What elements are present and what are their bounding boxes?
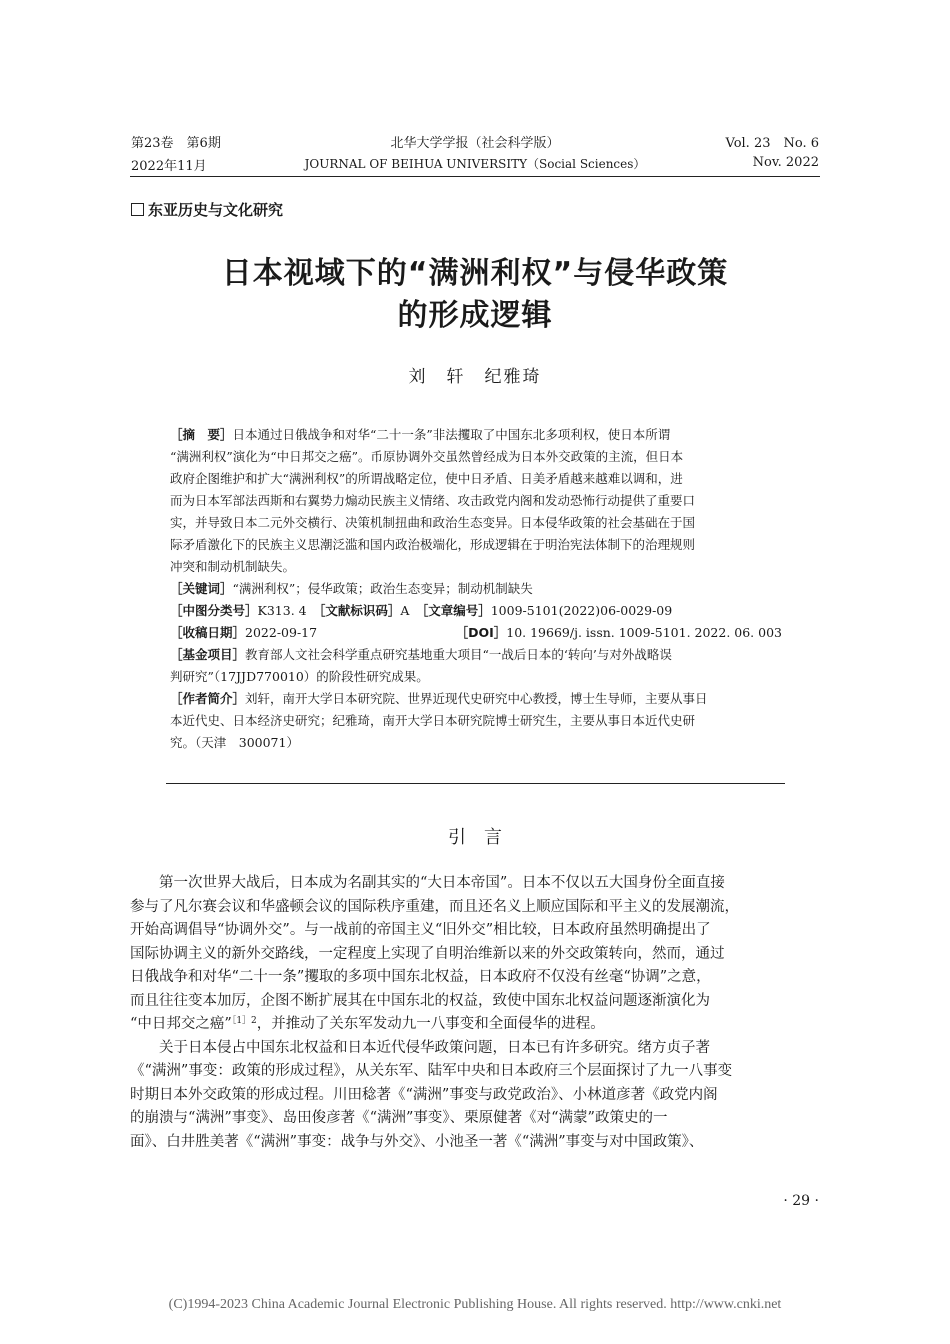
- paragraph-line: 第一次世界大战后，日本成为名副其实的“大日本帝国”。日本不仅以五大国身份全面直接: [159, 875, 725, 891]
- received-date: 2022-09-17: [245, 625, 318, 640]
- paragraph-line: 的崩溃与“满洲”事变》、岛田俊彦著《“满洲”事变》、栗原健著《对“满蒙”政策史的一: [130, 1110, 668, 1126]
- paragraph-line: 开始高调倡导“协调外交”。与一战前的帝国主义“旧外交”相比较，日本政府虽然明确提出了: [130, 922, 711, 938]
- paragraph-line: 日俄战争和对华“二十一条”攫取的多项中国东北权益，日本政府不仅没有丝毫“协调”之意，: [130, 969, 711, 985]
- fund-tag: ［基金项目］: [170, 647, 246, 662]
- paragraph-line: 关于日本侵占中国东北权益和日本近代侵华政策问题，日本已有许多研究。绪方贞子著: [159, 1039, 710, 1056]
- bio-line: ［作者简介］刘轩，南开大学日本研究院、世界近现代史研究中心教授，博士生导师，主要从事日: [170, 691, 708, 706]
- keywords-tag: ［关键词］: [170, 581, 233, 596]
- keywords-text: “满洲利权”；侵华政策；政治生态变异；制动机制缺失: [232, 581, 533, 596]
- keywords-line: [170, 578, 782, 600]
- fund-line: ［基金项目］教育部人文社会科学重点研究基地重大项目“一战后日本的‘转向’与对外战略误: [170, 647, 672, 662]
- abstract-line: 实，并导致日本二元外交横行、决策机制扭曲和政治生态变异。日本侵华政策的社会基础在于国: [170, 515, 696, 530]
- section-label-text: 东亚历史与文化研究: [148, 201, 284, 219]
- abstract-line: 冲突和制动机制缺失。: [170, 559, 296, 574]
- abstract-line: 际矛盾激化下的民族主义思潮泛滥和国内政治极端化，形成逻辑在于明治宪法体制下的治理规则: [170, 537, 696, 552]
- metadata-block: [170, 424, 782, 754]
- metadata-rule: [166, 783, 785, 784]
- header-date-en: Nov. 2022: [752, 155, 819, 170]
- abstract-line: ［摘 要］日本通过日俄战争和对华“二十一条”非法攫取了中国东北多项利权，使日本所谓: [170, 427, 671, 442]
- abstract-line: 政府企图维护和扩大“满洲利权”的所谓战略定位，使中日矛盾、日美矛盾越来越难以调和，进: [170, 471, 683, 486]
- doi: ［DOI］10. 19669/j. issn. 1009-5101. 2022. 06. 003: [455, 625, 782, 640]
- bio-line: 究。（天津 300071）: [170, 735, 299, 750]
- doi-value: 10. 19669/j. issn. 1009-5101. 2022. 06. 003: [506, 625, 782, 640]
- abstract-tag: ［摘 要］: [170, 427, 233, 442]
- citation-ref: ［1］2: [231, 1016, 257, 1026]
- header-journal-en: JOURNAL OF BEIHUA UNIVERSITY（Social Sciences）: [304, 157, 646, 171]
- square-icon: [131, 203, 144, 216]
- paragraph-line: 时期日本外交政策的形成过程。川田稔著《“满洲”事变与政党政治》、小林道彦著《政党内阁: [130, 1086, 718, 1103]
- paragraph-line: 而且往往变本加厉，企图不断扩展其在中国东北的权益，致使中国东北权益问题逐渐演化为: [130, 992, 710, 1009]
- article-title-line2: 的形成逻辑: [397, 298, 553, 333]
- header-volume-issue: 第23卷 第6期: [131, 136, 221, 151]
- abstract-line: “满洲利权”演化为“中日邦交之癌”。币原协调外交虽然曾经成为日本外交政策的主流，但日本: [170, 449, 684, 464]
- paragraph-line: 面》、白井胜美著《“满洲”事变：战争与外交》、小池圣一著《“满洲”事变与对中国政策》、: [130, 1133, 704, 1150]
- section-heading-intro: 引言: [448, 827, 520, 848]
- header-vol-no: Vol. 23 No. 6: [725, 136, 819, 151]
- header-journal-cn: 北华大学学报（社会科学版）: [390, 136, 560, 151]
- copyright-footer: (C)1994-2023 China Academic Journal Electronic Publishing House. All rights reserved. http://www.cnki.net: [168, 1297, 782, 1312]
- bio-line: 本近代史、日本经济史研究；纪雅琦，南开大学日本研究院博士研究生，主要从事日本近代史研: [170, 713, 696, 728]
- body-text: [130, 872, 826, 1154]
- authors: 刘 轩 纪雅琦: [408, 367, 542, 387]
- abstract-line: 而为日本军部法西斯和右翼势力煽动民族主义情绪、攻击政党内阁和发动恐怖行动提供了重要口: [170, 493, 696, 508]
- paragraph-line: 参与了凡尔赛会议和华盛顿会议的国际秩序重建，而且还名义上顺应国际和平主义的发展潮流，: [130, 898, 739, 915]
- article-id: 1009-5101(2022)06-0029-09: [490, 603, 673, 618]
- article-title-line1: 日本视域下的“满洲利权”与侵华政策: [221, 256, 729, 291]
- fund-line: 判研究”（17JJD770010）的阶段性研究成果。: [170, 669, 429, 684]
- bio-tag: ［作者简介］: [170, 691, 246, 706]
- classification-line: ［中图分类号］K313. 4 ［文献标识码］A ［文章编号］1009-5101(2022)06-0029-09: [170, 603, 673, 618]
- paragraph-line: 《“满洲”事变：政策的形成过程》，从关东军、陆军中央和日本政府三个层面探讨了九一八事变: [130, 1063, 733, 1079]
- paragraph-line: “中日邦交之癌”$^{[1]2}$，并推动了关东军发动九一八事变和全面侵华的进程。: [130, 1016, 605, 1032]
- clc-number: K313. 4: [257, 603, 307, 618]
- header-rule: [130, 176, 820, 177]
- section-label: [131, 199, 283, 220]
- document-code: A: [400, 603, 410, 618]
- paragraph-line: 国际协调主义的新外交路线，一定程度上实现了自明治维新以来的外交政策转向，然而，通过: [130, 945, 725, 962]
- received-line: ［收稿日期］2022-09-17 ［DOI］10. 19669/j. issn. 1009-5101. 2022. 06. 003: [170, 622, 782, 644]
- header-date-cn: 2022年11月: [131, 159, 207, 174]
- page-number: · 29 ·: [783, 1193, 819, 1209]
